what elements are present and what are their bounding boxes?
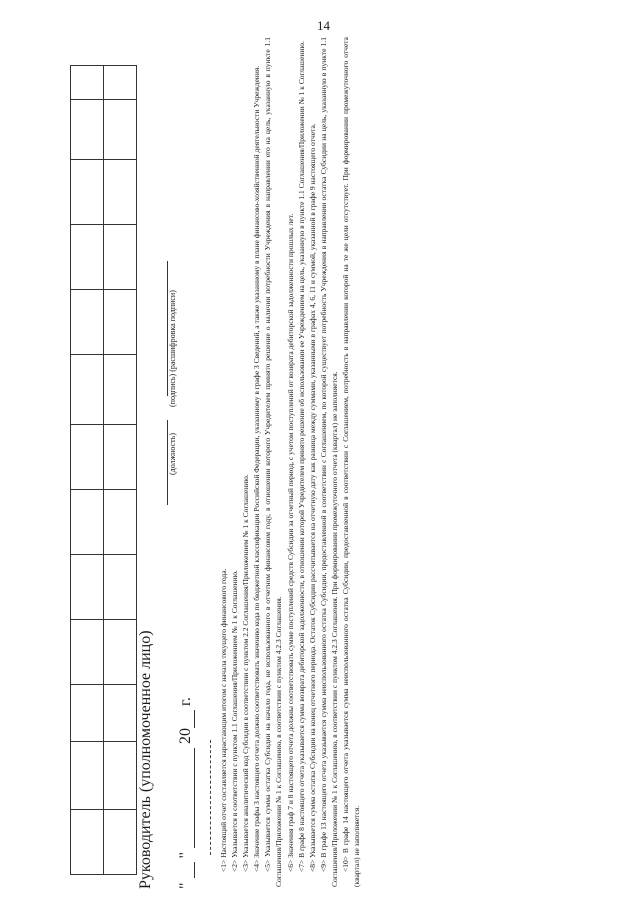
signatory-title: Руководитель (уполномоченное лицо) — [137, 630, 154, 889]
footnote-separator — [210, 740, 211, 855]
table-line — [103, 65, 104, 875]
footnote-3: <3> Указывается аналитический код Субсидии в соответствии с пунктом 2.2 Соглашения/Приложением № 1 к Соглашению. — [241, 474, 251, 872]
footnote-6: <6> Значения граф 7 и 8 настоящего отчета должны соответствовать сумме поступлений средств Субсидии за отчетный период, с учетом поступлений от возврата дебиторской задолженности прошлых лет. — [285, 213, 295, 872]
table-cell-border — [70, 99, 136, 100]
page-number: 14 — [317, 18, 330, 33]
table-cell-border — [70, 65, 136, 66]
table-line — [70, 65, 71, 875]
signature-caption: (подпись) (расшифровка подписи) — [168, 290, 177, 407]
footnote-7: <7> В графе 8 настоящего отчета указывается сумма возврата дебиторской задолженности, в отношении которой Учредителем принято решение об использовании ее Учреждением на цель, указанную в пункте 1.1 Соглашения/Приложении № 1 к Соглашению. — [296, 41, 306, 872]
position-line — [157, 420, 168, 505]
table-cell-border — [70, 874, 136, 875]
footnote-4: <4> Значение графы 3 настоящего отчета должно соответствовать значению кода по бюджетной классификации Российской Федерации, указанному в графе 3 Сведений, а также указанному в плане финансово-хозяйственной деятельности Учреждения. — [252, 65, 262, 872]
signature-captions — [168, 290, 177, 475]
close-quote: " — [177, 851, 194, 859]
table-cell-border — [70, 289, 136, 290]
day-blank — [180, 862, 195, 878]
footnote-8: <8> Указывается сумма остатка Субсидии на конец отчетного периода. Остаток Субсидии рассчитывается на отчетную дату как разница между суммами, указанными в графах 4, 6, 11 и суммой, указанной в графе 9 настоящего отчета. — [307, 123, 317, 872]
table-cell-border — [70, 619, 136, 620]
footnote-10: <10> В графе 14 настоящего отчета указывается сумма неиспользованного остатка Субсидии, предоставленной в соответствии с Соглашением, потребность в направлении которой на те же цели отсутствует. При формировании промежуточного отчета (квартал) не заполняется. — [341, 37, 362, 887]
year-suffix: г. — [177, 697, 194, 706]
footnote-2: <2> Указывается в соответствии с пунктом 1.1 Соглашения/Приложением № 1 к Соглашению. — [230, 570, 240, 872]
table-cell-border — [70, 224, 136, 225]
date-line — [177, 697, 195, 889]
year-blank — [180, 710, 195, 728]
table-cell-border — [70, 809, 136, 810]
signature-line — [157, 261, 168, 396]
table-cell-border — [70, 684, 136, 685]
footnote-9: <9> В графе 13 настоящего отчета указывается сумма неиспользованного остатка Субсидии, предоставленной в соответствии с Соглашением, по которой существует потребность Учреждения в направлении остатка Субсидии на цель, указанную в пункте 1.1 Соглашения/Приложении № 1 к Соглашению, в соответствии с пунктом 4.2.3 Соглашения. При формировании промежуточного отчета (квартал) не заполняется. — [318, 37, 339, 887]
table-cell-border — [70, 741, 136, 742]
table-cell-border — [70, 354, 136, 355]
position-caption: (должность) — [168, 433, 177, 475]
table-cell-border — [70, 489, 136, 490]
footnote-5: <5> Указывается сумма остатка Субсидии на начало года, не использованного в отчетном финансовом году, в отношении которого Учредителем принято решение о наличии потребности Учреждения в направлении его на цель, указанную в пункте 1.1 Соглашения/Приложении № 1 к Соглашению, в соответствии с пунктом 4.2.3 Соглашения. — [263, 37, 284, 887]
month-blank — [180, 748, 195, 848]
footnotes — [218, 37, 362, 887]
year-prefix: 20 — [177, 727, 194, 744]
table-fragment — [70, 65, 136, 875]
footnote-1: <1> Настоящий отчет составляется нарастающим итогом с начала текущего финансового года. — [219, 568, 228, 872]
table-cell-border — [70, 159, 136, 160]
table-cell-border — [70, 424, 136, 425]
open-quote: " — [177, 882, 194, 889]
table-cell-border — [70, 554, 136, 555]
